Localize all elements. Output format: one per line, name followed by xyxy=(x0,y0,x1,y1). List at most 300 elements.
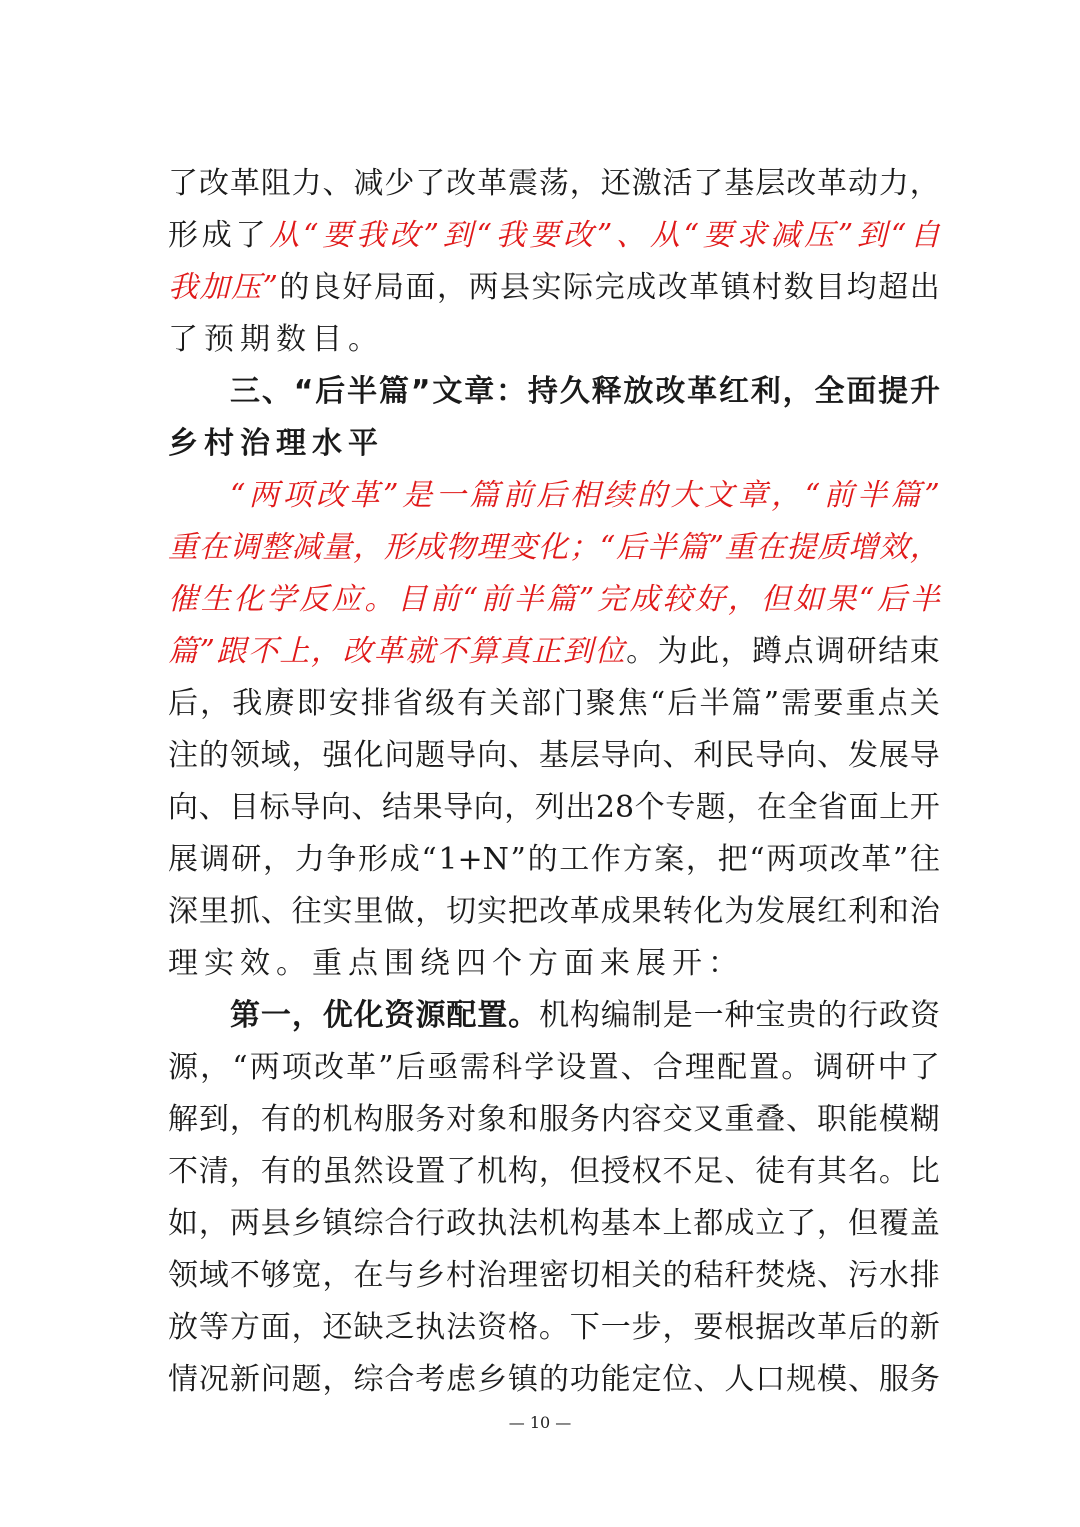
char: 深 xyxy=(168,894,198,929)
text-line xyxy=(168,1042,940,1094)
char: 完 xyxy=(594,270,625,305)
char: “ xyxy=(683,218,699,253)
char: 不 xyxy=(247,634,278,669)
char: 阻 xyxy=(260,166,291,201)
char: 革 xyxy=(349,478,380,513)
page-number: — 10 — xyxy=(508,1413,572,1432)
char: 中 xyxy=(877,1050,908,1085)
text-line xyxy=(168,1198,940,1250)
char: 重 xyxy=(845,686,876,721)
char: 法 xyxy=(507,1206,538,1241)
char: 革 xyxy=(689,270,720,305)
char: 形 xyxy=(168,218,198,253)
char: 我 xyxy=(168,270,198,305)
char: ， xyxy=(353,530,384,565)
char: 较 xyxy=(662,582,693,617)
char: 关 xyxy=(489,686,520,721)
char: 综 xyxy=(353,1362,384,1397)
char: 际 xyxy=(563,270,594,305)
char: 向 xyxy=(320,790,351,825)
char: 持 xyxy=(527,374,558,409)
char: 置 xyxy=(588,1050,619,1085)
char: 列 xyxy=(534,790,565,825)
char: 前 xyxy=(502,478,533,513)
char: 服 xyxy=(384,1102,415,1137)
char: 、 xyxy=(507,738,538,773)
char: 门 xyxy=(553,686,584,721)
char: ” xyxy=(578,582,595,617)
char: 亟 xyxy=(427,1050,458,1085)
char: 职 xyxy=(817,1102,848,1137)
char: 篇 xyxy=(168,634,198,669)
text-line xyxy=(168,1354,940,1406)
char: 续 xyxy=(603,478,634,513)
char: 后 xyxy=(395,1050,426,1085)
char: 置 xyxy=(415,1154,446,1189)
char: 。 xyxy=(508,998,539,1033)
char: 化 xyxy=(353,738,384,773)
char: ； xyxy=(568,530,599,565)
char: 作 xyxy=(590,842,621,877)
char: 不 xyxy=(436,634,467,669)
char: 良 xyxy=(310,270,341,305)
char: 半 xyxy=(909,582,940,617)
char: 学 xyxy=(524,1050,555,1085)
char: ， xyxy=(198,1206,229,1241)
char: 加 xyxy=(199,270,230,305)
char: “ xyxy=(230,478,246,513)
char: 完 xyxy=(596,582,627,617)
char: 镇 xyxy=(322,1206,353,1241)
char: 在 xyxy=(353,1258,384,1293)
char: 把 xyxy=(507,894,538,929)
text-line xyxy=(168,730,940,782)
char: 化 xyxy=(538,530,569,565)
char: 展 xyxy=(786,894,817,929)
char: 和 xyxy=(507,1102,538,1137)
char: ， xyxy=(291,998,322,1033)
char: 催 xyxy=(168,582,198,617)
char: 务 xyxy=(909,1362,940,1397)
char: 关 xyxy=(909,686,940,721)
char: ， xyxy=(782,374,813,409)
char: ” xyxy=(383,478,399,513)
char: ” xyxy=(262,270,278,305)
char: 资 xyxy=(384,998,415,1033)
char: 改 xyxy=(829,842,860,877)
char: 全 xyxy=(814,374,845,409)
char: ” xyxy=(423,218,439,253)
char: 一 xyxy=(260,998,291,1033)
char: 服 xyxy=(538,1102,569,1137)
char: 考 xyxy=(415,1362,446,1397)
char: ， xyxy=(229,1102,260,1137)
char: 注 xyxy=(168,738,198,773)
char: 叉 xyxy=(693,1102,724,1137)
char: 要 xyxy=(813,686,844,721)
char: 执 xyxy=(477,1206,508,1241)
char: 出 xyxy=(565,790,596,825)
char: 了 xyxy=(415,166,446,201)
char: 缺 xyxy=(353,1310,384,1345)
char: 不 xyxy=(229,1258,260,1293)
char: 的 xyxy=(878,1310,909,1345)
char: ” xyxy=(596,218,613,253)
char: 我 xyxy=(356,218,387,253)
char: 学 xyxy=(266,582,297,617)
char: 展 xyxy=(878,738,909,773)
visible-text: 乡村治理水平 xyxy=(168,426,384,461)
char: 理 xyxy=(507,1258,538,1293)
char: 要 xyxy=(529,218,560,253)
char: 授 xyxy=(600,1154,631,1189)
text-line xyxy=(168,470,940,522)
char: 法 xyxy=(446,1310,477,1345)
char: 上 xyxy=(279,634,310,669)
char: 实 xyxy=(322,894,353,929)
char: 合 xyxy=(384,1206,415,1241)
char: ， xyxy=(504,790,535,825)
char: 设 xyxy=(384,1154,415,1189)
char: 革 xyxy=(569,894,600,929)
char: 等 xyxy=(198,1310,229,1345)
char: 了 xyxy=(693,166,724,201)
char: 、 xyxy=(662,738,693,773)
char: 基 xyxy=(724,166,755,201)
char: 有 xyxy=(457,686,488,721)
char: ， xyxy=(771,478,802,513)
char: 置 xyxy=(477,998,508,1033)
char: 利 xyxy=(750,374,781,409)
char: 聚 xyxy=(585,686,616,721)
char: 题 xyxy=(415,738,446,773)
char: 重 xyxy=(168,530,198,565)
char: 三 xyxy=(230,374,260,409)
char: 省 xyxy=(392,686,423,721)
char: 服 xyxy=(878,1362,909,1397)
char: 安 xyxy=(328,686,359,721)
char: 配 xyxy=(446,998,477,1033)
char: 据 xyxy=(755,1310,786,1345)
char: ” xyxy=(763,686,780,721)
char: ， xyxy=(322,1362,353,1397)
visible-text: 理实效。重点围绕四个方面来展开： xyxy=(168,946,744,981)
text-line xyxy=(168,834,940,886)
char: 一 xyxy=(693,998,724,1033)
char: 密 xyxy=(538,1258,569,1293)
char: 情 xyxy=(168,1362,198,1397)
char: 模 xyxy=(817,1362,848,1397)
char: 为 xyxy=(657,634,688,669)
char: 域 xyxy=(198,1258,229,1293)
char: 改 xyxy=(342,634,373,669)
char: 物 xyxy=(445,530,476,565)
char: 排 xyxy=(360,686,391,721)
char: 提 xyxy=(878,374,909,409)
char: 向 xyxy=(631,738,662,773)
text-line xyxy=(168,626,940,678)
char: 均 xyxy=(846,270,877,305)
char: 调 xyxy=(199,842,230,877)
char: 模 xyxy=(878,1102,909,1137)
char: 算 xyxy=(468,634,499,669)
char: 点 xyxy=(783,634,814,669)
char: 但 xyxy=(847,1206,878,1241)
char: 、 xyxy=(847,1362,878,1397)
char: 要 xyxy=(693,1310,724,1345)
char: 全 xyxy=(787,790,818,825)
char: 政 xyxy=(879,998,910,1033)
char: 压 xyxy=(804,218,835,253)
char: 的 xyxy=(817,998,848,1033)
char: 自 xyxy=(909,218,940,253)
char: 后 xyxy=(315,374,346,409)
char: 篇 xyxy=(731,686,762,721)
char: ， xyxy=(726,790,757,825)
char: 有 xyxy=(260,1102,291,1137)
char: 激 xyxy=(631,166,662,201)
char: ， xyxy=(720,634,751,669)
char: 里 xyxy=(353,894,384,929)
char: 反 xyxy=(298,582,329,617)
text-line xyxy=(168,678,940,730)
char: 、 xyxy=(261,374,292,409)
char: 种 xyxy=(724,998,755,1033)
char: 省 xyxy=(818,790,848,825)
char: 前 xyxy=(429,582,460,617)
char: 的 xyxy=(662,1258,693,1293)
char: 村 xyxy=(446,1258,477,1293)
char: 改 xyxy=(563,218,594,253)
char: 后 xyxy=(168,686,198,721)
char: 研 xyxy=(231,842,262,877)
char: 重 xyxy=(724,1102,755,1137)
char: 后 xyxy=(616,530,646,565)
char: ， xyxy=(685,842,716,877)
char: 标 xyxy=(259,790,290,825)
text-line xyxy=(168,314,940,366)
char: 项 xyxy=(797,842,828,877)
char: 乏 xyxy=(384,1310,415,1345)
char: 格 xyxy=(507,1310,538,1345)
char: 立 xyxy=(755,1206,786,1241)
char: 、 xyxy=(322,166,353,201)
char: 真 xyxy=(500,634,531,669)
char: 覆 xyxy=(878,1206,909,1241)
char: 改 xyxy=(446,166,477,201)
char: “ xyxy=(804,478,821,513)
char: 、 xyxy=(620,1050,651,1085)
char: 革 xyxy=(346,1050,377,1085)
char: 行 xyxy=(848,998,879,1033)
char: 升 xyxy=(910,374,940,409)
char: 把 xyxy=(717,842,748,877)
char: 即 xyxy=(296,686,327,721)
char: 基 xyxy=(538,738,569,773)
char: 位 xyxy=(594,634,625,669)
char: 局 xyxy=(373,270,404,305)
char: 抓 xyxy=(229,894,260,929)
char: 成 xyxy=(600,894,631,929)
char: 从 xyxy=(269,218,300,253)
char: 、 xyxy=(786,1102,817,1137)
char: 果 xyxy=(826,582,857,617)
char: 向 xyxy=(168,790,198,825)
char: 新 xyxy=(229,1362,260,1397)
char: 到 xyxy=(442,218,473,253)
char: 糊 xyxy=(909,1102,940,1137)
char: 领 xyxy=(229,738,260,773)
char: 规 xyxy=(786,1362,817,1397)
char: “ xyxy=(890,218,907,253)
char: 是 xyxy=(402,478,433,513)
char: 重 xyxy=(724,530,755,565)
char: “ xyxy=(599,530,616,565)
char: 定 xyxy=(631,1362,662,1397)
char: 从 xyxy=(649,218,680,253)
char: 但 xyxy=(569,1154,600,1189)
char: ， xyxy=(263,842,294,877)
char: 久 xyxy=(559,374,590,409)
char: 面 xyxy=(846,374,877,409)
char: 人 xyxy=(724,1362,755,1397)
char: 就 xyxy=(405,634,436,669)
char: 名 xyxy=(847,1154,878,1189)
char: 优 xyxy=(322,998,353,1033)
char: 源 xyxy=(415,998,446,1033)
char: 超 xyxy=(878,270,909,305)
char: 方 xyxy=(229,1310,260,1345)
char: 增 xyxy=(848,530,879,565)
char: 革 xyxy=(817,166,848,201)
char: 的 xyxy=(291,1154,322,1189)
char: 合 xyxy=(652,1050,683,1085)
char: 水 xyxy=(878,1258,909,1293)
char: 合 xyxy=(384,1362,415,1397)
char: 机 xyxy=(539,998,570,1033)
char: 乡 xyxy=(415,1258,446,1293)
char: 权 xyxy=(631,1154,662,1189)
char: 出 xyxy=(909,270,940,305)
char: 半 xyxy=(347,374,378,409)
char: 、 xyxy=(724,1154,755,1189)
char: 够 xyxy=(260,1258,291,1293)
char: 其 xyxy=(817,1154,848,1189)
char: 焦 xyxy=(617,686,648,721)
char: 一 xyxy=(600,1310,631,1345)
char: 县 xyxy=(500,270,531,305)
char: 改 xyxy=(538,894,569,929)
char: 务 xyxy=(569,1102,600,1137)
char: 机 xyxy=(477,1154,508,1189)
char: 象 xyxy=(477,1102,508,1137)
char: 数 xyxy=(783,270,814,305)
char: ： xyxy=(496,374,527,409)
char: 构 xyxy=(353,1102,384,1137)
char: ， xyxy=(200,1050,231,1085)
char: 革 xyxy=(861,842,892,877)
char: 调 xyxy=(229,530,260,565)
char: 步 xyxy=(631,1310,662,1345)
char: 相 xyxy=(569,478,600,513)
char: 构 xyxy=(507,1154,538,1189)
char: 形 xyxy=(383,530,414,565)
char: “ xyxy=(476,218,492,253)
char: 减 xyxy=(353,166,384,201)
char: 排 xyxy=(909,1258,940,1293)
char: 改 xyxy=(786,166,817,201)
char: 革 xyxy=(687,374,718,409)
char: 污 xyxy=(847,1258,878,1293)
char: 强 xyxy=(322,738,353,773)
char: 对 xyxy=(446,1102,477,1137)
char: 面 xyxy=(260,1310,291,1345)
char: “ xyxy=(303,218,319,253)
char: 点 xyxy=(877,686,908,721)
char: 问 xyxy=(384,738,415,773)
char: 盖 xyxy=(909,1206,940,1241)
char: 赓 xyxy=(264,686,295,721)
char: 篇 xyxy=(890,478,921,513)
char: “ xyxy=(858,582,875,617)
char: 革 xyxy=(229,166,260,201)
char: 效 xyxy=(878,530,909,565)
char: 改 xyxy=(657,270,688,305)
char: 下 xyxy=(569,1310,600,1345)
char: 科 xyxy=(492,1050,523,1085)
text-line xyxy=(168,782,940,834)
char: 在 xyxy=(198,530,229,565)
char: 应 xyxy=(331,582,362,617)
char: 。 xyxy=(626,634,657,669)
char: 还 xyxy=(322,1310,353,1345)
char: ， xyxy=(436,270,467,305)
char: 问 xyxy=(260,1362,291,1397)
char: 到 xyxy=(857,218,888,253)
char: 足 xyxy=(693,1154,724,1189)
char: 束 xyxy=(909,634,940,669)
char: 结 xyxy=(381,790,412,825)
char: 如 xyxy=(168,1206,198,1241)
char: 化 xyxy=(353,998,384,1033)
char: 况 xyxy=(198,1362,229,1397)
char: 要 xyxy=(702,218,733,253)
char: 两 xyxy=(468,270,499,305)
char: 两 xyxy=(766,842,797,877)
char: 资 xyxy=(477,1310,508,1345)
char: 综 xyxy=(353,1206,384,1241)
char: 县 xyxy=(260,1206,291,1241)
char: 贵 xyxy=(786,998,817,1033)
char: 治 xyxy=(477,1258,508,1293)
char: 部 xyxy=(521,686,552,721)
char: 个 xyxy=(634,790,665,825)
char: 力 xyxy=(294,842,325,877)
char: 项 xyxy=(281,1050,312,1085)
char: 向 xyxy=(786,738,817,773)
char: 、 xyxy=(260,894,291,929)
text-line xyxy=(168,574,940,626)
char: 镇 xyxy=(720,270,751,305)
char: 到 xyxy=(198,1102,229,1137)
char: 红 xyxy=(718,374,749,409)
char: ， xyxy=(310,634,341,669)
char: “ xyxy=(749,842,765,877)
char: 需 xyxy=(459,1050,490,1085)
char: 章 xyxy=(737,478,768,513)
char: 但 xyxy=(760,582,791,617)
char: 导 xyxy=(600,738,631,773)
